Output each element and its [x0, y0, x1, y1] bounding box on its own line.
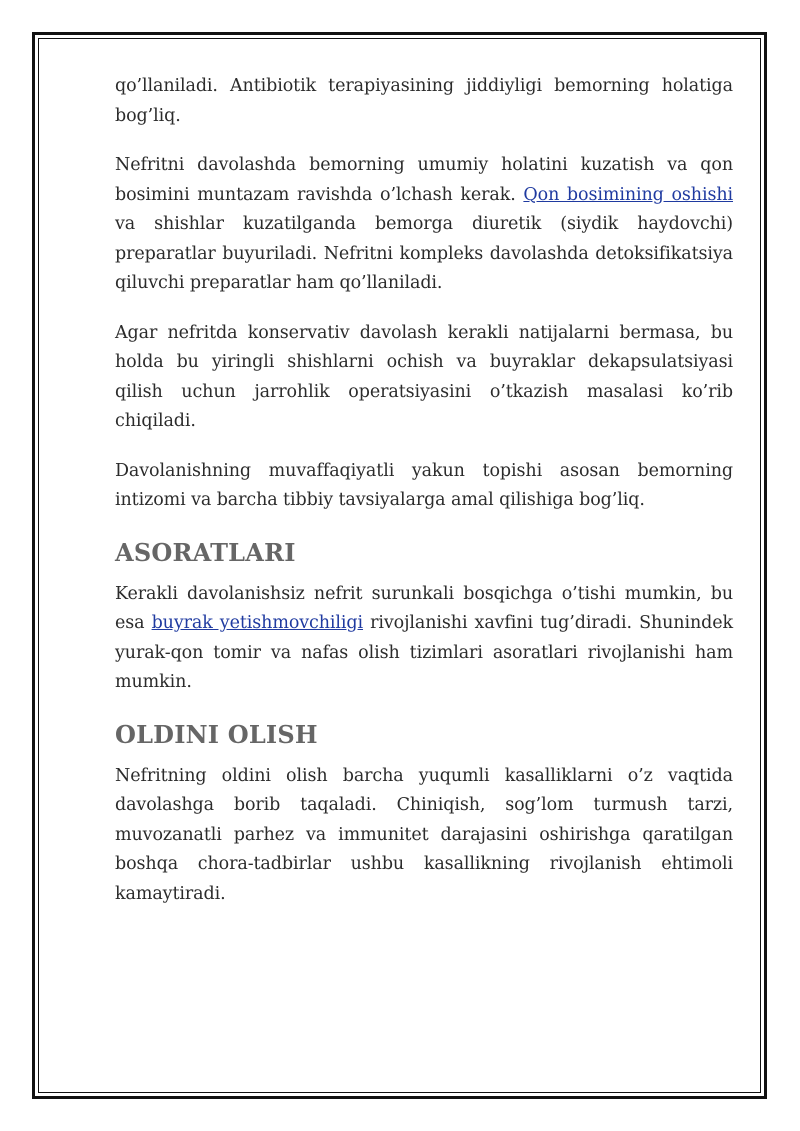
paragraph-antibiotic: qo’llaniladi. Antibiotik terapiyasining jiddiyligi bemorning holatiga bog’liq.	[115, 76, 733, 126]
heading-prevention: OLDINI OLISH	[115, 719, 318, 749]
paragraph-complications-text-after: rivojlanishi xavfini tug’diradi. Shunindek yurak-qon tomir va nafas olish tizimlari asoratlari rivojlanishi ham mumkin.	[115, 613, 734, 692]
heading-complications: ASORATLARI	[115, 537, 296, 567]
document-body	[115, 72, 733, 929]
paragraph-success: Davolanishning muvaffaqiyatli yakun topishi asosan bemorning intizomi va barcha tibbiy tavsiyalarga amal qilishiga bog’liq.	[115, 460, 733, 510]
paragraph-treatment	[115, 151, 733, 299]
paragraph-surgery: Agar nefritda konservativ davolash kerakli natijalarni bermasa, bu holda bu yiringli shishlarni ochish va buyraklar dekapsulatsiyasi qilish uchun jarrohlik operatsiyasini o’tkazish masalasi ko’rib chiqiladi.	[115, 322, 733, 431]
paragraph-prevention: Nefritning oldini olish barcha yuqumli kasalliklarni o’z vaqtida davolashga borib taqaladi. Chiniqish, sog’lom turmush tarzi, muvozanatli parhez va immunitet darajasini oshirishga qaratilgan boshqa chora-tadbirlar ushbu kasallikning rivojlanish ehtimoli kamaytiradi.	[115, 765, 733, 904]
paragraph-complications	[115, 580, 733, 698]
link-blood-pressure[interactable]: Qon bosimining oshishi	[523, 184, 733, 205]
paragraph-treatment-text-after: va shishlar kuzatilganda bemorga diuretik (siydik haydovchi) preparatlar buyuriladi. Nefritni kompleks davolashda detoksifikatsiya qiluvchi preparatlar ham qo’llaniladi.	[115, 214, 733, 293]
link-kidney-failure[interactable]: buyrak yetishmovchiligi	[151, 613, 364, 633]
paragraph-treatment-text-before: Nefritni davolashda bemorning umumiy holatini kuzatish va qon bosimini muntazam ravishda o’lchash kerak.	[115, 155, 733, 205]
paragraph-complications-text-before: Kerakli davolanishsiz nefrit surunkali bosqichga o’tishi mumkin, bu esa	[115, 583, 733, 633]
